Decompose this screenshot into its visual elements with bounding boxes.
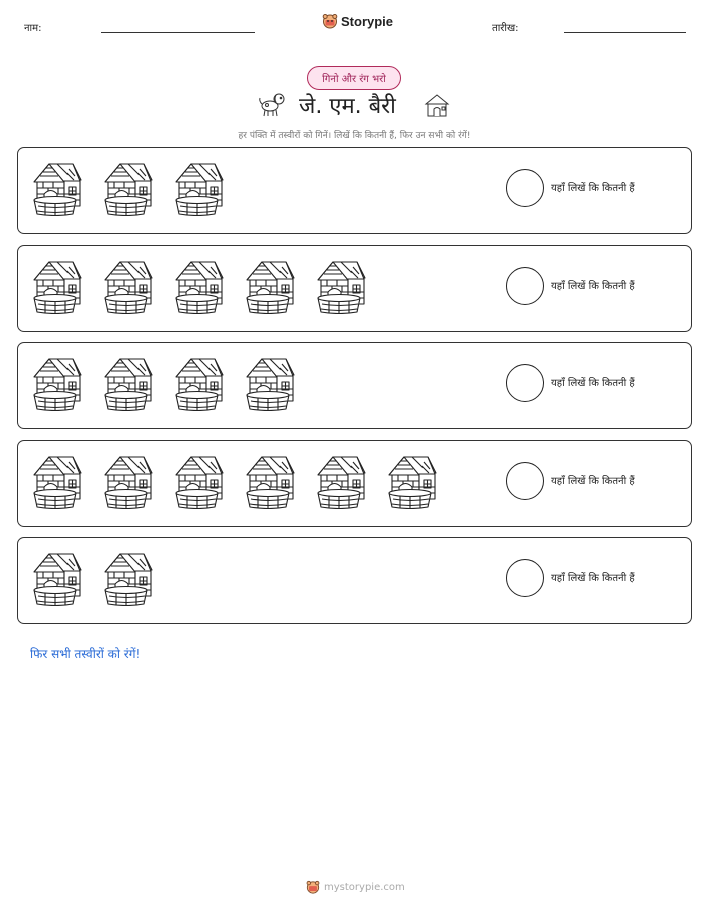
counting-row-2 — [17, 245, 692, 332]
house-with-well-icon — [31, 453, 83, 509]
counting-row-3 — [17, 342, 692, 429]
house-with-well-icon — [173, 160, 225, 216]
house-with-well-icon — [31, 550, 83, 606]
house-with-well-icon — [102, 453, 154, 509]
house-with-well-icon — [102, 160, 154, 216]
counting-row-4 — [17, 440, 692, 527]
dog-icon — [257, 90, 287, 118]
picture-group — [31, 355, 296, 411]
house-with-well-icon — [315, 453, 367, 509]
house-with-well-icon — [102, 355, 154, 411]
storypie-logo-icon — [322, 13, 338, 29]
picture-group — [31, 258, 367, 314]
color-instruction: फिर सभी तस्वीरों को रंगें! — [30, 647, 141, 661]
house-with-well-icon — [173, 258, 225, 314]
picture-group — [31, 160, 225, 216]
house-with-well-icon — [173, 355, 225, 411]
worksheet-title: जे. एम. बैरी — [299, 94, 396, 119]
picture-group — [31, 550, 154, 606]
site-footer — [306, 880, 405, 894]
activity-badge: गिनो और रंग भरो — [307, 66, 401, 90]
house-with-well-icon — [31, 160, 83, 216]
house-with-well-icon — [31, 258, 83, 314]
house-with-well-icon — [31, 355, 83, 411]
brand-logo — [322, 13, 393, 29]
house-with-well-icon — [244, 453, 296, 509]
house-with-well-icon — [244, 258, 296, 314]
house-with-well-icon — [244, 355, 296, 411]
house-with-well-icon — [102, 258, 154, 314]
site-url[interactable]: mystorypie.com — [324, 881, 405, 893]
answer-label: यहाँ लिखें कि कितनी हैं — [551, 573, 635, 584]
name-field-line[interactable] — [101, 32, 255, 33]
answer-circle[interactable] — [506, 559, 544, 597]
house-icon — [423, 92, 451, 118]
answer-circle[interactable] — [506, 364, 544, 402]
storypie-logo-icon — [306, 880, 320, 894]
house-with-well-icon — [315, 258, 367, 314]
house-with-well-icon — [102, 550, 154, 606]
answer-label: यहाँ लिखें कि कितनी हैं — [551, 476, 635, 487]
answer-circle[interactable] — [506, 462, 544, 500]
answer-label: यहाँ लिखें कि कितनी हैं — [551, 281, 635, 292]
house-with-well-icon — [386, 453, 438, 509]
house-with-well-icon — [173, 453, 225, 509]
answer-circle[interactable] — [506, 169, 544, 207]
instructions-text: हर पंक्ति में तस्वीरों को गिनें। लिखें कि कितनी हैं, फिर उन सभी को रंगें! — [238, 131, 471, 141]
date-label: तारीख: — [492, 23, 519, 34]
brand-name: Storypie — [341, 13, 394, 29]
counting-row-5 — [17, 537, 692, 624]
answer-label: यहाँ लिखें कि कितनी हैं — [551, 183, 635, 194]
name-label: नाम: — [24, 23, 42, 34]
date-field-line[interactable] — [564, 32, 686, 33]
counting-row-1 — [17, 147, 692, 234]
answer-label: यहाँ लिखें कि कितनी हैं — [551, 378, 635, 389]
answer-circle[interactable] — [506, 267, 544, 305]
title-block — [0, 90, 709, 120]
picture-group — [31, 453, 438, 509]
